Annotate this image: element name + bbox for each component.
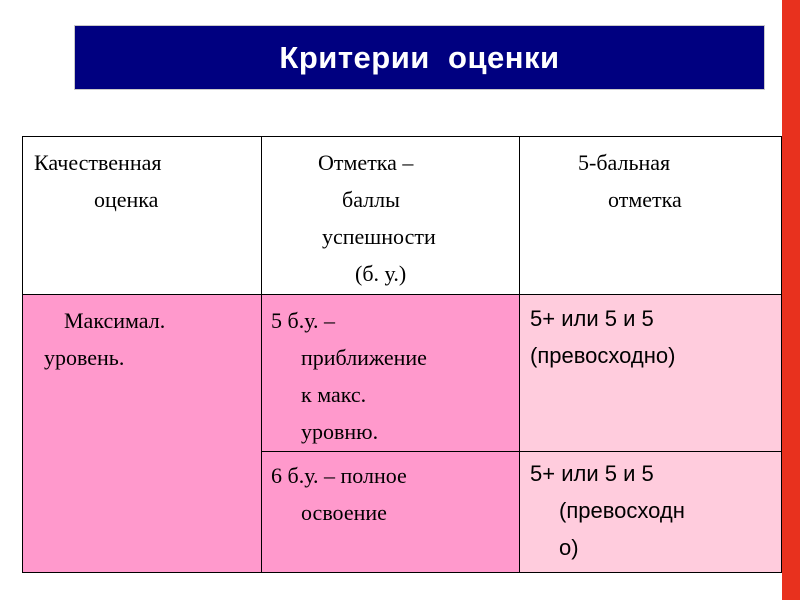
criteria-table [22, 136, 782, 573]
header-quality [23, 137, 262, 295]
header-points [262, 137, 520, 295]
table-header-row [23, 137, 782, 295]
grade-line: 5+ или 5 и 5 [530, 306, 654, 331]
cell-points [262, 295, 520, 452]
cell-points [262, 452, 520, 573]
header-quality-line: оценка [94, 187, 159, 212]
header-points-line: успешности [322, 224, 436, 249]
grade-line: о) [559, 535, 579, 560]
points-line: приближение [301, 345, 427, 370]
points-line: 6 б.у. – полное [271, 463, 407, 488]
header-points-line: (б. у.) [355, 261, 407, 286]
grade-line: (превосходн [559, 498, 685, 523]
cell-grade [520, 452, 782, 573]
header-points-line: баллы [342, 187, 400, 212]
grade-line: 5+ или 5 и 5 [530, 461, 654, 486]
table-row [23, 295, 782, 452]
cell-quality [23, 295, 262, 573]
points-line: 5 б.у. – [271, 308, 335, 333]
header-quality-line: Качественная [34, 150, 162, 175]
points-line: уровню. [301, 419, 379, 444]
header-points-line: Отметка – [318, 150, 414, 175]
header-grade-line: отметка [608, 187, 682, 212]
title-banner [74, 25, 765, 90]
points-line: к макс. [301, 382, 367, 407]
slide-title: Критерии оценки [279, 39, 560, 75]
header-grade-line: 5-бальная [578, 150, 671, 175]
points-line: освоение [301, 500, 387, 525]
header-grade [520, 137, 782, 295]
cell-grade [520, 295, 782, 452]
grade-line: (превосходно) [530, 343, 676, 368]
quality-line: Максимал. [64, 308, 166, 333]
accent-bar [782, 0, 800, 600]
quality-line: уровень. [44, 345, 125, 370]
